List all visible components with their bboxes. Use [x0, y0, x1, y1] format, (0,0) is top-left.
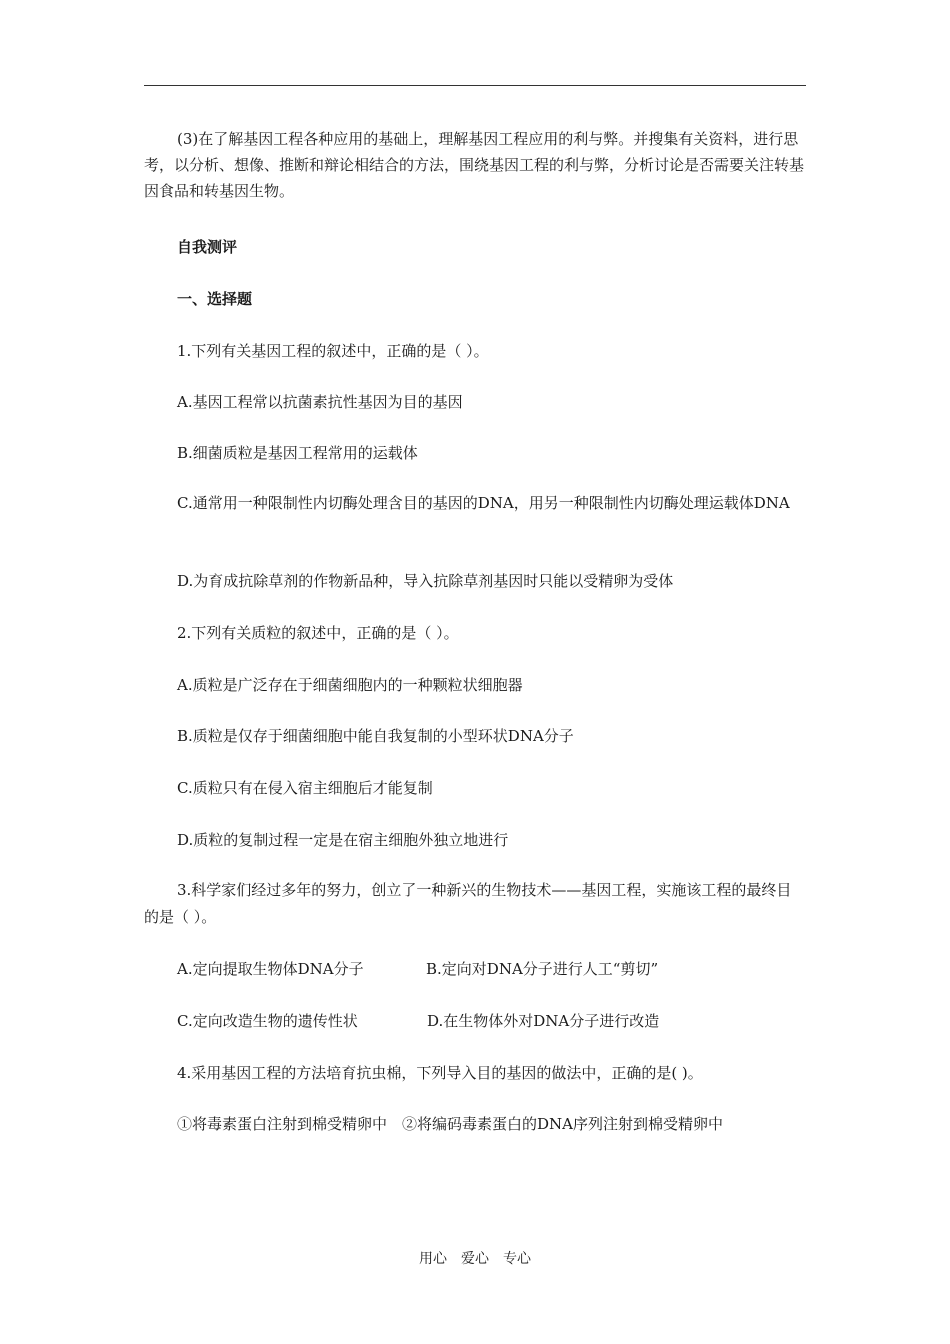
question-2-option-b: B.质粒是仅存于细菌细胞中能自我复制的小型环状DNA分子 — [177, 727, 574, 745]
question-3-stem: 3.科学家们经过多年的努力，创立了一种新兴的生物技术——基因工程，实施该工程的最终目的是（ ）。 — [144, 881, 792, 926]
question-2-option-c: C.质粒只有在侵入宿主细胞后才能复制 — [177, 779, 433, 797]
question-1-option-d: D.为育成抗除草剂的作物新品种，导入抗除草剂基因时只能以受精卵为受体 — [177, 572, 674, 590]
question-4-stem: 4.采用基因工程的方法培育抗虫棉，下列导入目的基因的做法中，正确的是( )。 — [177, 1064, 703, 1082]
question-2-stem: 2.下列有关质粒的叙述中，正确的是（ ）。 — [177, 624, 459, 642]
section-subtitle: 一、选择题 — [177, 290, 253, 308]
question-3-option-b: B.定向对DNA分子进行人工“剪切” — [426, 960, 659, 978]
question-2-option-a: A.质粒是广泛存在于细菌细胞内的一种颗粒状细胞器 — [177, 676, 523, 694]
question-1-option-a: A.基因工程常以抗菌素抗性基因为目的基因 — [177, 393, 463, 411]
header-rule — [144, 85, 806, 86]
intro-paragraph: (3)在了解基因工程各种应用的基础上，理解基因工程应用的利与弊。并搜集有关资料，进行思考，以分析、想像、推断和辩论相结合的方法，围绕基因工程的利与弊，分析讨论是否需要关注转基因食品和转基因生物。 — [144, 130, 805, 200]
question-2-option-d: D.质粒的复制过程一定是在宿主细胞外独立地进行 — [177, 831, 509, 849]
page-footer: 用心 爱心 专心 — [419, 1251, 531, 1267]
question-3-option-a: A.定向提取生物体DNA分子 — [177, 960, 364, 978]
question-4-items: ①将毒素蛋白注射到棉受精卵中 ②将编码毒素蛋白的DNA序列注射到棉受精卵中 — [177, 1115, 723, 1133]
question-1-option-b: B.细菌质粒是基因工程常用的运载体 — [177, 444, 418, 462]
question-3-option-c: C.定向改造生物的遗传性状 — [177, 1012, 358, 1030]
question-1-stem: 1.下列有关基因工程的叙述中，正确的是（ ）。 — [177, 342, 489, 360]
question-3-option-d: D.在生物体外对DNA分子进行改造 — [427, 1012, 660, 1030]
question-1-option-c: C.通常用一种限制性内切酶处理含目的基因的DNA，用另一种限制性内切酶处理运载体DNA — [177, 494, 790, 512]
section-title: 自我测评 — [177, 238, 238, 256]
